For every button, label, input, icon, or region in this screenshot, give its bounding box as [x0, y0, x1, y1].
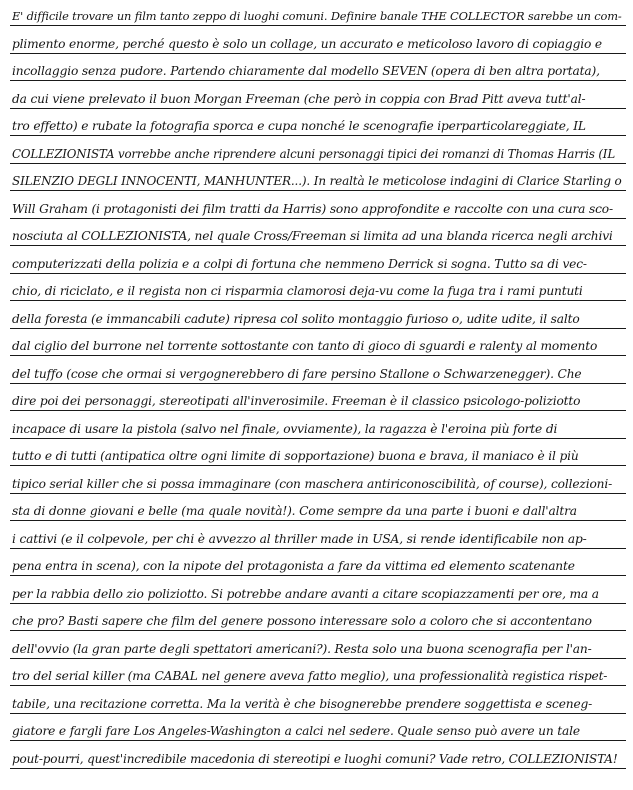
text-line: del tuffo (cose che ormai si vergognerebbero di fare persino Stallone o Schwarzenegger). Che [12, 366, 582, 381]
text-line: SILENZIO DEGLI INNOCENTI, MANHUNTER...). In realtà le meticolose indagini di Clarice Starling o [12, 174, 622, 188]
text-line: giatore e fargli fare Los Angeles-Washington a calci nel sedere. Quale senso può avere un tale [12, 724, 580, 738]
text-line: che pro? Basti sapere che film del genere possono interessare solo a coloro che si accontentano [12, 614, 592, 628]
text-line: tipico serial killer che si possa immaginare (con maschera antiriconoscibilità, of course), collezioni- [12, 476, 613, 491]
text-line: da cui viene prelevato il buon Morgan Freeman (che però in coppia con Brad Pitt aveva tutt'al- [12, 91, 586, 106]
text-line: Will Graham (i protagonisti dei film tratti da Harris) sono approfondite e raccolte con una cura sco- [12, 201, 613, 216]
text-line: i cattivi (e il colpevole, per chi è avvezzo al thriller made in USA, si rende identificabile non ap- [12, 531, 587, 546]
text-line: chio, di riciclato, e il regista non ci risparmia clamorosi deja-vu come la fuga tra i rami puntuti [12, 284, 583, 298]
text-line: plimento enorme, perché questo è solo un collage, un accurato e meticoloso lavoro di copiaggio e [12, 36, 602, 51]
text-line: tutto e di tutti (antipatica oltre ogni limite di sopportazione) buona e brava, il maniaco è il più [12, 449, 579, 463]
text-line: tro effetto) e rubate la fotografia sporca e cupa nonché le scenografie iperparticolareggiate, IL [12, 119, 586, 133]
text-line: COLLEZIONISTA vorrebbe anche riprendere alcuni personaggi tipici dei romanzi di Thomas Harris (IL [12, 146, 616, 161]
text-line: computerizzati della polizia e a colpi di fortuna che nemmeno Derrick si sogna. Tutto sa di vec- [12, 256, 587, 271]
text-line: per la rabbia dello zio poliziotto. Si potrebbe andare avanti a citare scopiazzamenti per ore, ma a [12, 586, 599, 601]
text-line: sta di donne giovani e belle (ma quale novità!). Come sempre da una parte i buoni e dall'altra [12, 504, 577, 518]
text-line: dire poi dei personaggi, stereotipati all'inverosimile. Freeman è il classico psicologo-poliziotto [12, 394, 581, 408]
text-line: nosciuta al COLLEZIONISTA, nel quale Cross/Freeman si limita ad una blanda ricerca negli archivi [12, 229, 613, 243]
text-line: pout-pourri, quest'incredibile macedonia di stereotipi e luoghi comuni? Vade retro, COLLEZIONISTA! [12, 751, 618, 766]
text-line: tabile, una recitazione corretta. Ma la verità è che bisognerebbe prendere soggettista e sceneg- [12, 696, 593, 711]
text-line: pena entra in scena), con la nipote del protagonista a fare da vittima ed elemento scatenante [12, 559, 575, 573]
text-line: incapace di usare la pistola (salvo nel finale, ovviamente), la ragazza è l'eroina più forte di [12, 421, 558, 436]
text-line: dal ciglio del burrone nel torrente sottostante con tanto di gioco di sguardi e ralenty al momento [12, 339, 598, 353]
text-line: tro del serial killer (ma CABAL nel genere aveva fatto meglio), una professionalità registica rispet- [12, 669, 608, 683]
text-line: dell'ovvio (la gran parte degli spettatori americani?). Resta solo una buona scenografia per l'an- [12, 641, 592, 656]
text-line: incollaggio senza pudore. Partendo chiaramente dal modello SEVEN (opera di ben altra portata), [12, 64, 600, 78]
text-line: della foresta (e immancabili cadute) ripresa col solito montaggio furioso o, udite udite, il salto [12, 311, 580, 326]
text-line: E' difficile trovare un film tanto zeppo di luoghi comuni. Definire banale THE COLLECTOR sarebbe un com- [12, 9, 622, 23]
